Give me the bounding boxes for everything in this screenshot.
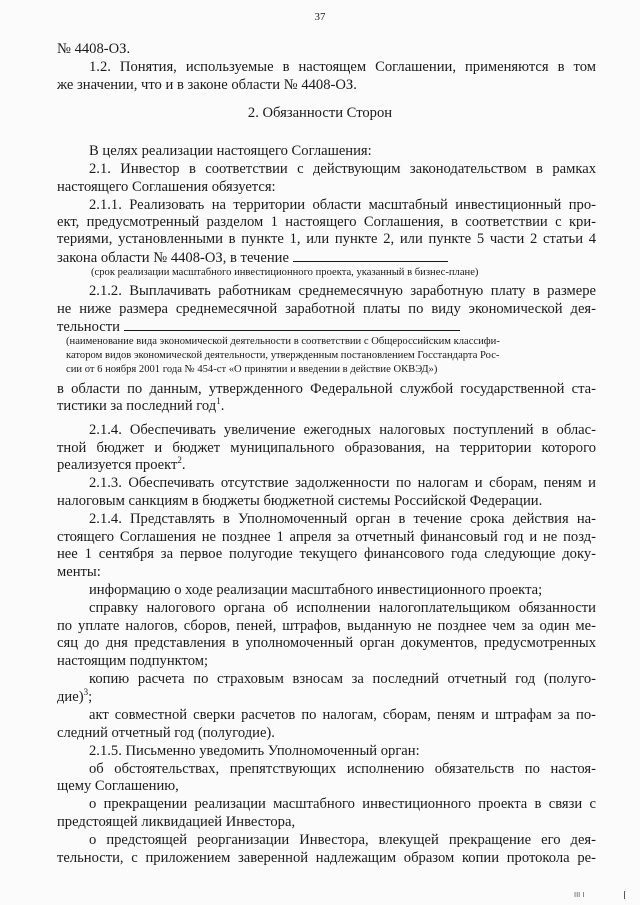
text-line: териями, установленными в пункте 1, или пункте 2, или пункте 5 части 2 статьи 4 <box>57 231 596 247</box>
text-line: настоящим подпунктом; <box>57 653 209 669</box>
fill-in-blank <box>124 318 460 331</box>
text-line: справку налогового органа об исполнении налогоплательщиком обязанности <box>89 600 596 616</box>
text-line: информацию о ходе реализации масштабного инвестиционного проекта; <box>89 582 543 598</box>
text-line <box>57 689 92 705</box>
corner-mark: III I <box>574 891 585 899</box>
text-line: щему Соглашению, <box>57 778 179 794</box>
text-line: о предстоящей реорганизации Инвестора, влекущей прекращение его дея- <box>89 832 596 848</box>
edge-tick <box>624 891 625 899</box>
text-line <box>57 318 460 335</box>
text-line: о прекращении реализации масштабного инвестиционного проекта в связи с <box>89 796 596 812</box>
footnote-ref: 2 <box>177 455 182 466</box>
caption-line: (наименование вида экономической деятельности в соответствии с Общероссийским классифи- <box>66 336 500 347</box>
footnote-ref: 1 <box>216 396 221 407</box>
text-line: в области по данным, утвержденного Федеральной службой государственной ста- <box>57 381 596 397</box>
line-text: тистики за последний год <box>57 398 217 414</box>
text-line: сяц до дня представления в уполномоченный орган документов, предусмотренных <box>57 635 596 651</box>
text-line: 2.1.1. Реализовать на территории области масштабный инвестиционный про- <box>89 197 596 213</box>
caption-line: катором видов экономической деятельности, утвержденным постановлением Госстандарта Рос- <box>66 350 500 361</box>
text-line: тной бюджет и бюджет муниципального образования, на территории которого <box>57 440 596 456</box>
line-punct: ; <box>88 689 93 705</box>
text-line: не ниже размера среднемесячной заработной платы по виду экономической дея- <box>57 301 596 317</box>
text-line <box>57 249 448 266</box>
text-line <box>57 457 186 473</box>
text-line: настоящего Соглашения обязуется: <box>57 179 276 195</box>
text-line: 2.1.3. Обеспечивать отсутствие задолженности по налогам и сборам, пеням и <box>89 475 596 491</box>
text-line: об обстоятельствах, препятствующих исполнению обязательств по настоя- <box>89 761 596 777</box>
text-line: стоящего Соглашения не позднее 1 апреля за отчетный финансовый год и не позд- <box>57 529 596 545</box>
section-heading: 2. Обязанности Сторон <box>247 105 393 121</box>
text-line: предстоящей ликвидацией Инвестора, <box>57 814 296 830</box>
text-line: налоговым санкциям в бюджеты бюджетной системы Российской Федерации. <box>57 493 543 509</box>
line-text: реализуется проект <box>57 457 178 473</box>
text-line: менты: <box>57 564 101 580</box>
text-line: 2.1.4. Обеспечивать увеличение ежегодных налоговых поступлений в облас- <box>89 422 596 438</box>
line-punct: . <box>181 457 186 473</box>
text-line: копию расчета по страховым взносам за последний отчетный год (полуго- <box>89 671 596 687</box>
caption-line: сии от 6 ноября 2001 года № 454-ст «О принятии и введении в действие ОКВЭД») <box>66 364 438 375</box>
fill-in-blank <box>293 249 448 262</box>
text-line: № 4408-ОЗ. <box>57 41 131 57</box>
text-line: 2.1.5. Письменно уведомить Уполномоченный орган: <box>89 743 420 759</box>
text-line: ект, предусмотренный разделом 1 настоящего Соглашения, в соответствии с кри- <box>57 214 596 230</box>
text-line: же значении, что и в законе области № 4408-ОЗ. <box>57 77 357 93</box>
line-text: тельности <box>57 319 120 335</box>
page-number: 37 <box>314 11 326 23</box>
text-line: следний отчетный год (полугодие). <box>57 725 275 741</box>
line-punct: . <box>220 398 225 414</box>
caption-line: (срок реализации масштабного инвестиционного проекта, указанный в бизнес-плане) <box>91 267 479 278</box>
line-text: дие) <box>57 689 84 705</box>
text-line: нее 1 сентября за первое полугодие текущего финансового года следующие доку- <box>57 546 596 562</box>
text-line: В целях реализации настоящего Соглашения: <box>89 143 372 159</box>
text-line: 2.1.2. Выплачивать работникам среднемесячную заработную плату в размере <box>89 283 596 299</box>
text-line: 2.1.4. Представлять в Уполномоченный орган в течение срока действия на- <box>89 511 596 527</box>
line-text: закона области № 4408-ОЗ, в течение <box>57 250 289 266</box>
text-line <box>57 398 224 414</box>
text-line: акт совместной сверки расчетов по налогам, сборам, пеням и штрафам за по- <box>89 707 596 723</box>
text-line: 2.1. Инвестор в соответствии с действующим законодательством в рамках <box>89 161 596 177</box>
text-line: 1.2. Понятия, используемые в настоящем Соглашении, применяются в том <box>89 59 596 75</box>
text-line: по уплате налогов, сборов, пеней, штрафов, выданную не позднее чем за один ме- <box>57 618 596 634</box>
footnote-ref: 3 <box>83 687 89 698</box>
text-line: тельности, с приложением заверенной надлежащим образом копии протокола ре- <box>57 850 596 866</box>
